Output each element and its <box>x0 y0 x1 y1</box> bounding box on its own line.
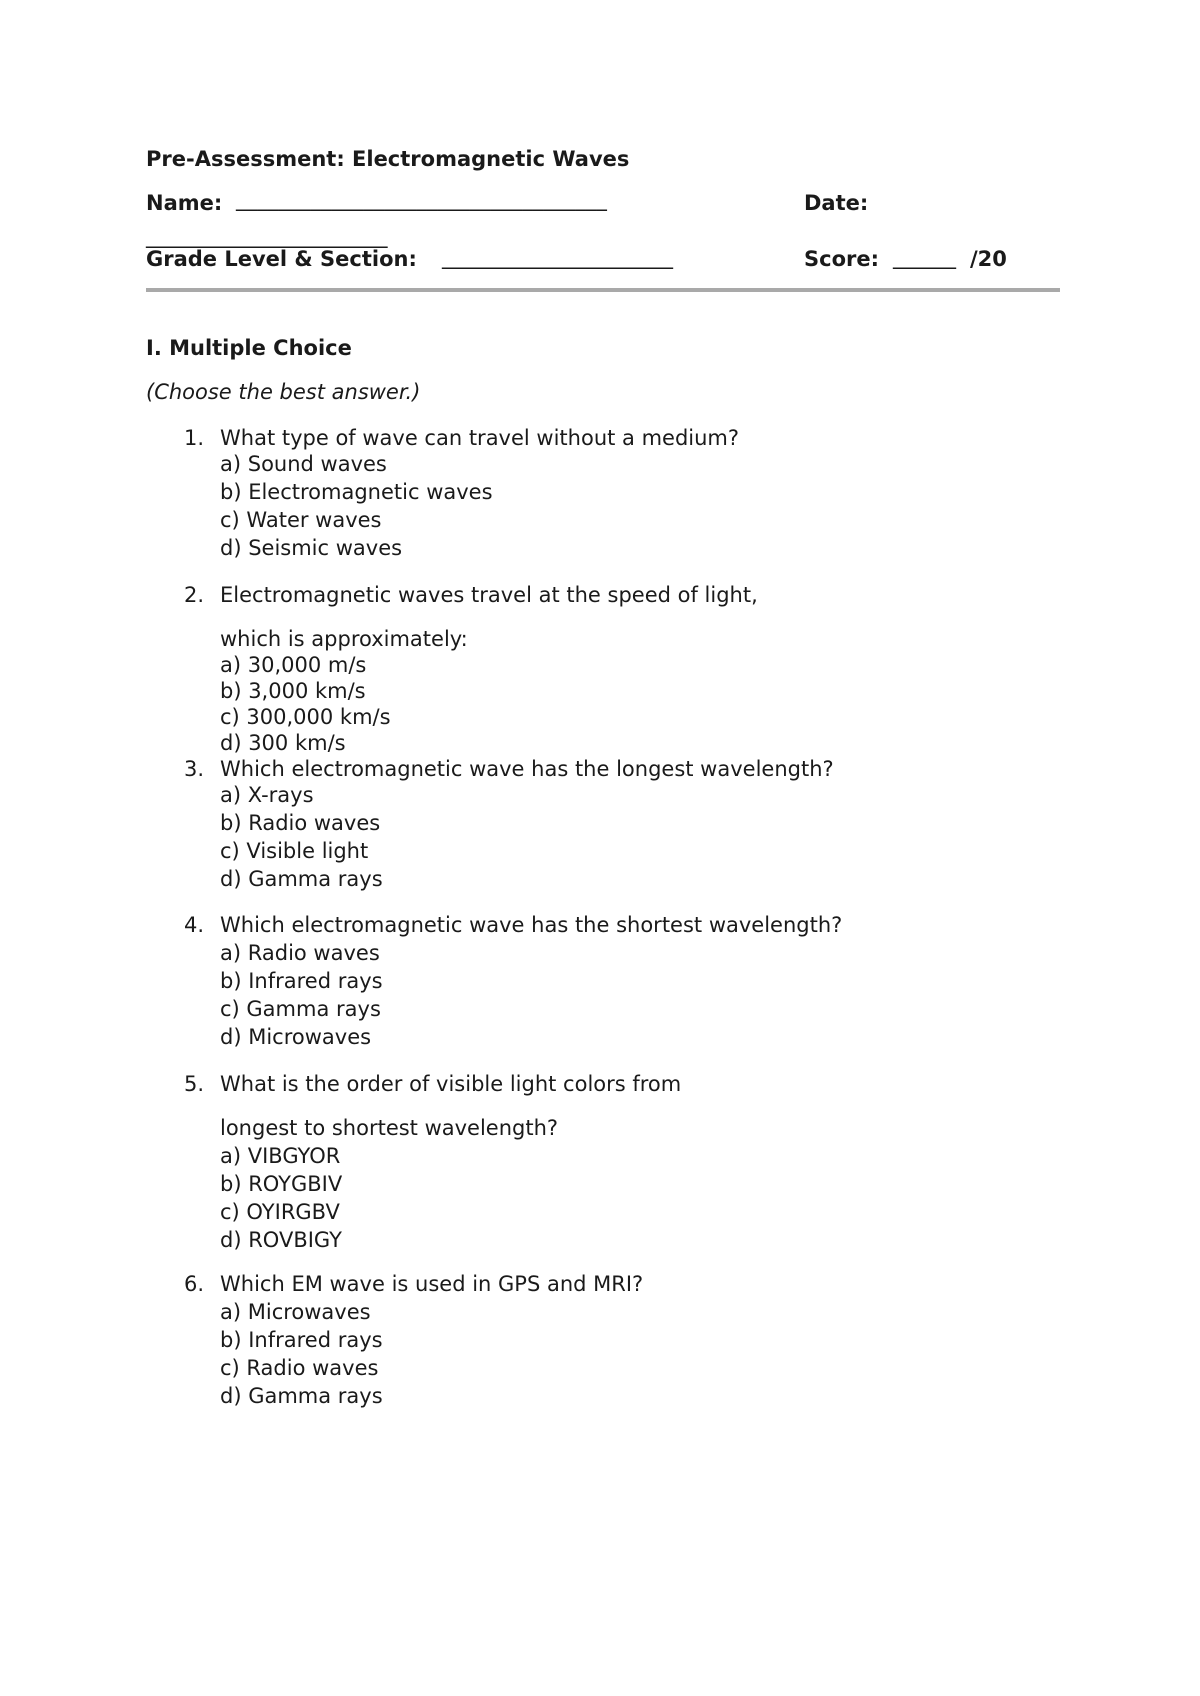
question-number: 5. <box>184 1072 205 1096</box>
question-text: Electromagnetic waves travel at the speed of light, <box>220 583 758 607</box>
answer-option[interactable]: a) Sound waves <box>220 452 387 476</box>
answer-option[interactable]: b) Radio waves <box>220 811 381 835</box>
question-number: 3. <box>184 757 205 781</box>
answer-option[interactable]: b) 3,000 km/s <box>220 679 366 703</box>
answer-option[interactable]: d) Gamma rays <box>220 867 383 891</box>
score-field[interactable]: ______ <box>893 245 956 269</box>
answer-option[interactable]: a) Radio waves <box>220 941 380 965</box>
answer-option[interactable]: c) Water waves <box>220 508 382 532</box>
answer-option[interactable]: c) Radio waves <box>220 1356 379 1380</box>
answer-option[interactable]: d) Microwaves <box>220 1025 372 1049</box>
question-number: 2. <box>184 583 205 607</box>
grade-section-field[interactable]: ______________________ <box>442 245 673 269</box>
grade-section-label: Grade Level & Section: <box>146 247 417 271</box>
question-text: Which electromagnetic wave has the longest wavelength? <box>220 757 834 781</box>
question-text: What is the order of visible light colors from <box>220 1072 682 1096</box>
question-text: which is approximately: <box>220 627 468 651</box>
answer-option[interactable]: d) Seismic waves <box>220 536 403 560</box>
section-title: I. Multiple Choice <box>146 336 352 360</box>
question-number: 4. <box>184 913 205 937</box>
score-label: Score: <box>804 247 879 271</box>
page-title: Pre-Assessment: Electromagnetic Waves <box>146 147 630 171</box>
answer-option[interactable]: a) Microwaves <box>220 1300 371 1324</box>
question-text: Which EM wave is used in GPS and MRI? <box>220 1272 644 1296</box>
answer-option[interactable]: c) OYIRGBV <box>220 1200 340 1224</box>
answer-option[interactable]: b) Electromagnetic waves <box>220 480 493 504</box>
answer-option[interactable]: a) X-rays <box>220 783 314 807</box>
date-label: Date: <box>804 191 869 215</box>
header-divider <box>146 288 1060 292</box>
answer-option[interactable]: c) Visible light <box>220 839 369 863</box>
date-field[interactable]: _______________________ <box>146 224 388 248</box>
question-number: 6. <box>184 1272 205 1296</box>
score-total: /20 <box>970 247 1007 271</box>
answer-option[interactable]: c) 300,000 km/s <box>220 705 391 729</box>
answer-option[interactable]: c) Gamma rays <box>220 997 381 1021</box>
answer-option[interactable]: d) 300 km/s <box>220 731 346 755</box>
answer-option[interactable]: b) Infrared rays <box>220 969 383 993</box>
answer-option[interactable]: d) ROVBIGY <box>220 1228 342 1252</box>
question-text: longest to shortest wavelength? <box>220 1116 559 1140</box>
answer-option[interactable]: a) VIBGYOR <box>220 1144 341 1168</box>
answer-option[interactable]: b) Infrared rays <box>220 1328 383 1352</box>
question-number: 1. <box>184 426 205 450</box>
section-instruction: (Choose the best answer.) <box>146 380 421 404</box>
name-field[interactable]: ___________________________________ <box>236 187 607 211</box>
name-label: Name: <box>146 191 223 215</box>
answer-option[interactable]: a) 30,000 m/s <box>220 653 367 677</box>
question-text: What type of wave can travel without a medium? <box>220 426 740 450</box>
question-text: Which electromagnetic wave has the shortest wavelength? <box>220 913 843 937</box>
answer-option[interactable]: b) ROYGBIV <box>220 1172 343 1196</box>
answer-option[interactable]: d) Gamma rays <box>220 1384 383 1408</box>
